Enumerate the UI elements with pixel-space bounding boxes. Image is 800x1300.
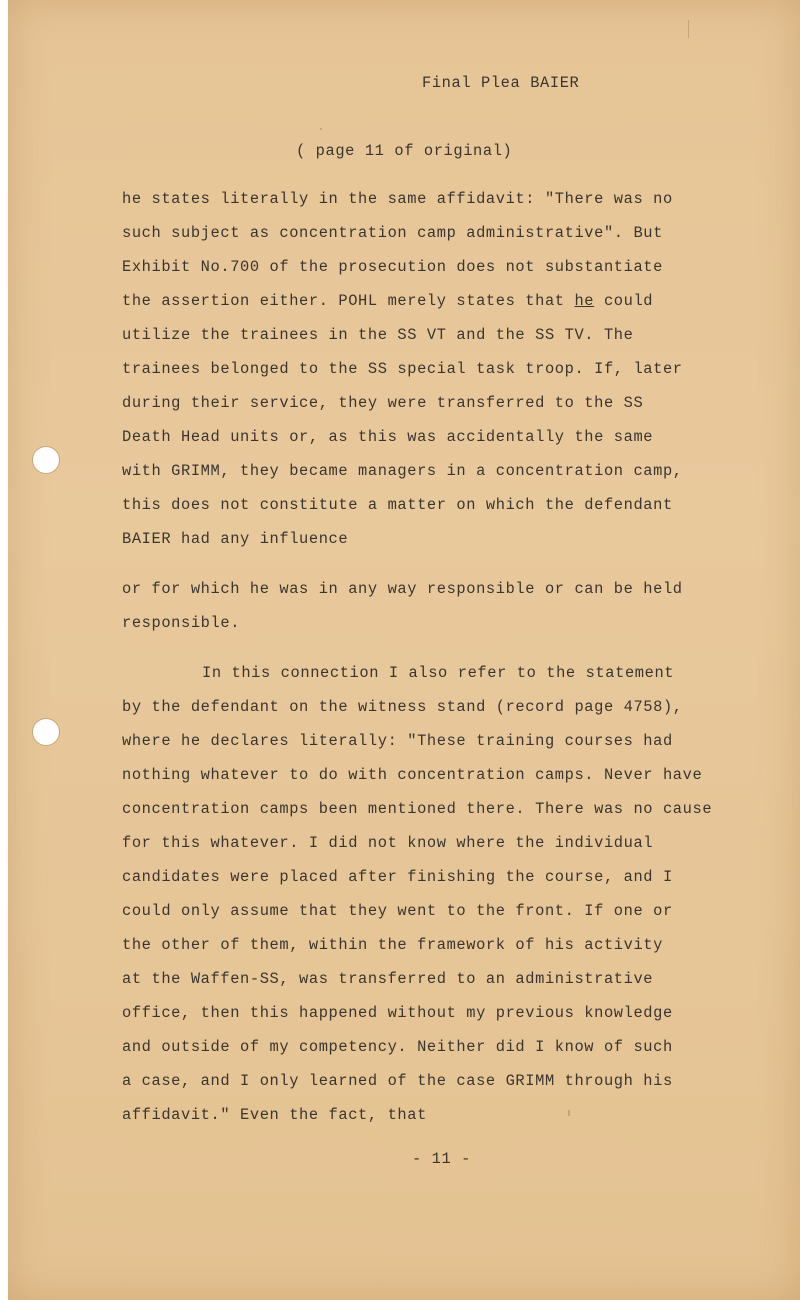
page-reference: ( page 11 of original) <box>296 142 513 160</box>
underlined-word: he <box>574 292 595 310</box>
text-line: with GRIMM, they became managers in a concentration camp, <box>122 462 683 480</box>
paper-speck <box>320 128 322 130</box>
paper-speck <box>688 20 689 38</box>
text-line: by the defendant on the witness stand (record page 4758), <box>122 698 683 716</box>
text-line: In this connection I also refer to the statement <box>202 664 675 682</box>
text-line: candidates were placed after finishing the course, and I <box>122 868 673 886</box>
text-line: at the Waffen-SS, was transferred to an administrative <box>122 970 654 988</box>
text-line: nothing whatever to do with concentration camps. Never have <box>122 766 703 784</box>
text-line: or for which he was in any way responsible or can be held <box>122 580 683 598</box>
text-line: where he declares literally: "These training courses had <box>122 732 673 750</box>
text-line: a case, and I only learned of the case GRIMM through his <box>122 1072 673 1090</box>
text-line: concentration camps been mentioned there. There was no cause <box>122 800 713 818</box>
text-line: during their service, they were transferred to the SS <box>122 394 644 412</box>
page-number: - 11 - <box>412 1150 472 1168</box>
text-segment: could <box>594 292 654 310</box>
text-line: affidavit." Even the fact, that <box>122 1106 427 1124</box>
page-title: Final Plea BAIER <box>422 74 580 92</box>
text-line: he states literally in the same affidavit: "There was no <box>122 190 673 208</box>
text-line: such subject as concentration camp administrative". But <box>122 224 663 242</box>
text-line <box>122 292 653 310</box>
text-line: this does not constitute a matter on which the defendant <box>122 496 673 514</box>
text-line: Death Head units or, as this was accidentally the same <box>122 428 654 446</box>
text-line: and outside of my competency. Neither did I know of such <box>122 1038 673 1056</box>
text-line: BAIER had any influence <box>122 530 349 548</box>
text-line: responsible. <box>122 614 241 632</box>
punch-hole <box>32 718 60 746</box>
text-line: could only assume that they went to the front. If one or <box>122 902 673 920</box>
text-line: for this whatever. I did not know where the individual <box>122 834 654 852</box>
document-page <box>8 0 800 1300</box>
punch-hole <box>32 446 60 474</box>
text-segment: the assertion either. POHL merely states that <box>122 292 575 310</box>
paper-speck <box>568 1110 570 1116</box>
text-line: the other of them, within the framework of his activity <box>122 936 663 954</box>
text-line: office, then this happened without my previous knowledge <box>122 1004 673 1022</box>
text-line: trainees belonged to the SS special task troop. If, later <box>122 360 683 378</box>
text-line: Exhibit No.700 of the prosecution does not substantiate <box>122 258 663 276</box>
text-line: utilize the trainees in the SS VT and the SS TV. The <box>122 326 634 344</box>
